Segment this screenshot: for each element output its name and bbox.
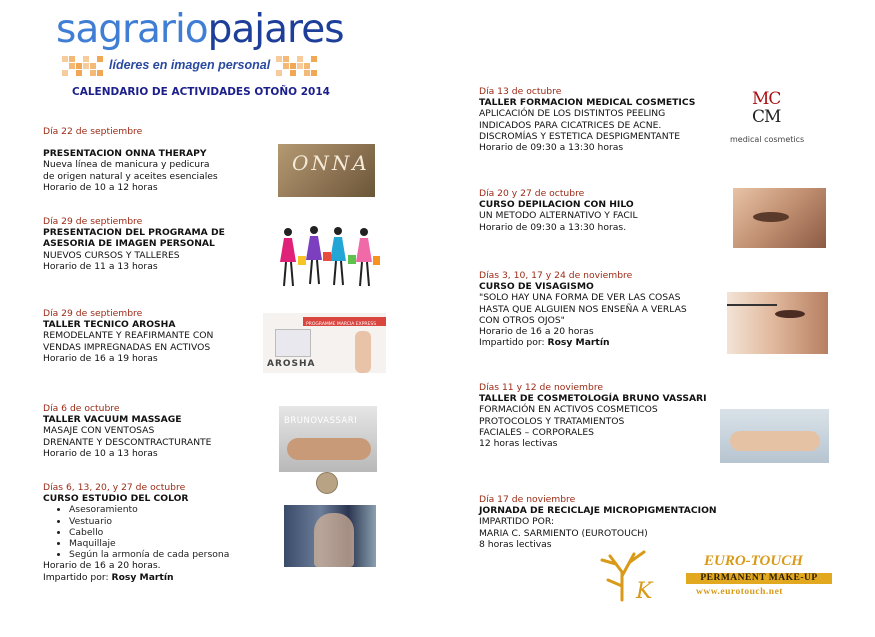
event-line: DISCROMÍAS Y ESTETICA DESPIGMENTANTE: [479, 130, 681, 142]
logo-square: [311, 56, 317, 62]
brand-logo: [56, 7, 356, 80]
women-silhouettes: [314, 513, 354, 567]
logo-part-2: pajares: [207, 7, 344, 52]
logo-tagline: líderes en imagen personal: [109, 58, 271, 73]
event-taught-by: [43, 572, 288, 583]
event-medical-cosmetics: [479, 86, 739, 153]
event-date: Día 13 de octubre: [479, 86, 562, 97]
medical-cosmetics-logo: [728, 90, 814, 146]
event-line: CON OTROS OJOS": [479, 314, 565, 326]
logo-square: [304, 63, 310, 69]
event-line: Horario de 09:30 a 13:30 horas.: [479, 221, 627, 233]
event-line: PROTOCOLOS Y TRATAMIENTOS: [479, 415, 625, 427]
eurotouch-tree-logo: [592, 546, 662, 602]
logo-square: [290, 70, 296, 76]
onna-logo-image: [278, 144, 375, 197]
topic-item: • Asesoramiento: [69, 504, 288, 515]
event-title: ASESORIA DE IMAGEN PERSONAL: [43, 238, 215, 250]
event-title: PRESENTACION DEL PROGRAMA DE: [43, 227, 225, 239]
event-title: CURSO ESTUDIO DEL COLOR: [43, 493, 189, 505]
event-line: DRENANTE Y DESCONTRACTURANTE: [43, 436, 212, 448]
event-title: PRESENTACION ONNA THERAPY: [43, 148, 207, 160]
event-line: Horario de 10 a 12 horas: [43, 181, 158, 193]
logo-square: [283, 56, 289, 62]
logo-square: [290, 63, 296, 69]
event-line: FORMACIÓN EN ACTIVOS COSMETICOS: [479, 404, 658, 416]
event-title: JORNADA DE RECICLAJE MICROPIGMENTACION: [479, 505, 717, 517]
topic-item: • Según la armonía de cada persona: [69, 549, 288, 560]
event-title: TALLER FORMACION MEDICAL COSMETICS: [479, 97, 696, 109]
event-line: 8 horas lectivas: [479, 538, 552, 550]
logo-square: [76, 70, 82, 76]
event-line: REMODELANTE Y REAFIRMANTE CON: [43, 330, 214, 342]
event-depilacion-hilo: [479, 188, 729, 233]
logo-square: [297, 63, 303, 69]
taught-name: Rosy Martín: [111, 571, 174, 583]
event-line: Horario de 16 a 19 horas: [43, 352, 158, 364]
event-line: Horario de 11 a 13 horas: [43, 260, 158, 272]
event-line: de origen natural y aceites esenciales: [43, 170, 218, 182]
logo-square: [311, 70, 317, 76]
arosha-box: [275, 329, 311, 357]
event-title: TALLER VACUUM MASSAGE: [43, 414, 182, 426]
event-taught-by: [479, 337, 729, 348]
topic-item: • Maquillaje: [69, 538, 288, 549]
event-title: CURSO DE VISAGISMO: [479, 281, 594, 293]
topic-item: • Vestuario: [69, 516, 288, 527]
bruno-vassari-image: [279, 406, 377, 472]
seal-icon: [316, 472, 338, 494]
arosha-banner: [303, 317, 386, 326]
medical-cosmetics-text: medical cosmetics: [730, 135, 805, 144]
mc-mark-bottom: CM: [752, 107, 781, 127]
event-line: IMPARTIDO POR:: [479, 516, 555, 528]
taught-label: Impartido por:: [479, 337, 545, 349]
logo-square: [83, 63, 89, 69]
eurotouch-logo: [686, 553, 836, 602]
event-date: Día 17 de noviembre: [479, 494, 576, 505]
event-line: Horario de 09:30 a 13:30 horas: [479, 142, 624, 154]
logo-squares-left: [62, 56, 103, 76]
event-line: Horario de 16 a 20 horas.: [43, 560, 161, 572]
event-arosha: [43, 308, 278, 364]
event-line: Nueva línea de manicura y pedicura: [43, 159, 210, 171]
eurotouch-sub: PERMANENT MAKE-UP: [686, 573, 832, 584]
event-estudio-color: [43, 482, 288, 583]
arosha-product-image: [263, 313, 386, 373]
logo-square: [97, 70, 103, 76]
eurotouch-name: EURO-TOUCH: [704, 553, 803, 569]
logo-square: [276, 70, 282, 76]
logo-square: [76, 63, 82, 69]
event-bruno-vassari: [479, 382, 739, 449]
event-asesoria-imagen: [43, 216, 278, 272]
event-line: INDICADOS PARA CICATRICES DE ACNE.: [479, 119, 662, 131]
logo-squares-right: [276, 56, 317, 76]
event-visagismo: [479, 270, 729, 348]
arosha-banner-text: PROGRAMME MARCIA EXPRESS: [306, 322, 377, 327]
mc-mark-top: MC: [752, 90, 781, 109]
logo-square: [283, 63, 289, 69]
reclined-woman: [730, 431, 820, 451]
event-line: UN METODO ALTERNATIVO Y FACIL: [479, 210, 638, 222]
event-line: VENDAS IMPREGNADAS EN ACTIVOS: [43, 341, 211, 353]
event-date: Día 6 de octubre: [43, 403, 120, 414]
logo-square: [97, 56, 103, 62]
event-line: NUEVOS CURSOS Y TALLERES: [43, 249, 180, 261]
brush-line: [727, 304, 777, 306]
event-line: MARIA C. SARMIENTO (EUROTOUCH): [479, 527, 648, 539]
logo-square: [297, 56, 303, 62]
taught-label: Impartido por:: [43, 571, 109, 583]
event-line: APLICACIÓN DE LOS DISTINTOS PEELING: [479, 108, 666, 120]
eurotouch-url: www.eurotouch.net: [696, 587, 783, 597]
thread-epilation-photo: [733, 188, 826, 248]
event-line: MASAJE CON VENTOSAS: [43, 425, 155, 437]
taught-name: Rosy Martín: [547, 337, 610, 349]
facial-treatment-photo: [720, 409, 829, 463]
logo-wordmark: [56, 7, 356, 52]
event-title: CURSO DEPILACION CON HILO: [479, 199, 634, 211]
calendar-title: CALENDARIO DE ACTIVIDADES OTOÑO 2014: [72, 86, 330, 98]
logo-square: [62, 56, 68, 62]
svg-text:K: K: [636, 579, 653, 602]
logo-square: [90, 63, 96, 69]
arosha-leg: [355, 331, 371, 373]
color-study-photo: [284, 505, 376, 567]
face-detail: [775, 310, 805, 318]
event-micropigmentacion: [479, 494, 749, 550]
event-date: Día 22 de septiembre: [43, 126, 143, 137]
onna-logo-text: ONNA: [292, 151, 370, 175]
event-date: Día 29 de septiembre: [43, 216, 143, 227]
shopping-women-icon: [276, 222, 382, 292]
event-date: Día 29 de septiembre: [43, 308, 143, 319]
logo-square: [69, 56, 75, 62]
bruno-vassari-text: BRUNOVASSARI: [284, 416, 358, 426]
event-title: TALLER TECNICO AROSHA: [43, 319, 176, 331]
shopping-women-illustration: [276, 222, 382, 292]
tree-k-icon: [592, 546, 662, 602]
logo-square: [83, 56, 89, 62]
logo-square: [304, 70, 310, 76]
event-vacuum-massage: [43, 403, 278, 459]
massage-woman: [287, 438, 371, 460]
event-line: Horario de 10 a 13 horas: [43, 447, 158, 459]
event-line: HASTA QUE ALGUIEN NOS ENSEÑA A VERLAS: [479, 303, 687, 315]
event-onna-therapy: [43, 126, 278, 193]
topic-list: [43, 504, 288, 560]
event-line: FACIALES – CORPORALES: [479, 426, 595, 438]
event-date: Días 11 y 12 de noviembre: [479, 382, 604, 393]
logo-part-1: sagrario: [56, 7, 208, 52]
event-line: Horario de 16 a 20 horas: [479, 326, 594, 338]
event-date: Día 20 y 27 de octubre: [479, 188, 585, 199]
logo-square: [62, 70, 68, 76]
logo-square: [90, 70, 96, 76]
event-line: "SOLO HAY UNA FORMA DE VER LAS COSAS: [479, 292, 681, 304]
event-date: Días 6, 13, 20, y 27 de octubre: [43, 482, 186, 493]
arosha-brand-text: AROSHA: [267, 359, 316, 369]
event-date: Días 3, 10, 17 y 24 de noviembre: [479, 270, 633, 281]
event-title: TALLER DE COSMETOLOGÍA BRUNO VASSARI: [479, 393, 707, 405]
event-line: 12 horas lectivas: [479, 438, 558, 450]
logo-square: [276, 56, 282, 62]
eye-detail: [753, 212, 789, 222]
logo-square: [69, 63, 75, 69]
topic-item: • Cabello: [69, 527, 288, 538]
visagism-woman-photo: [727, 292, 828, 354]
